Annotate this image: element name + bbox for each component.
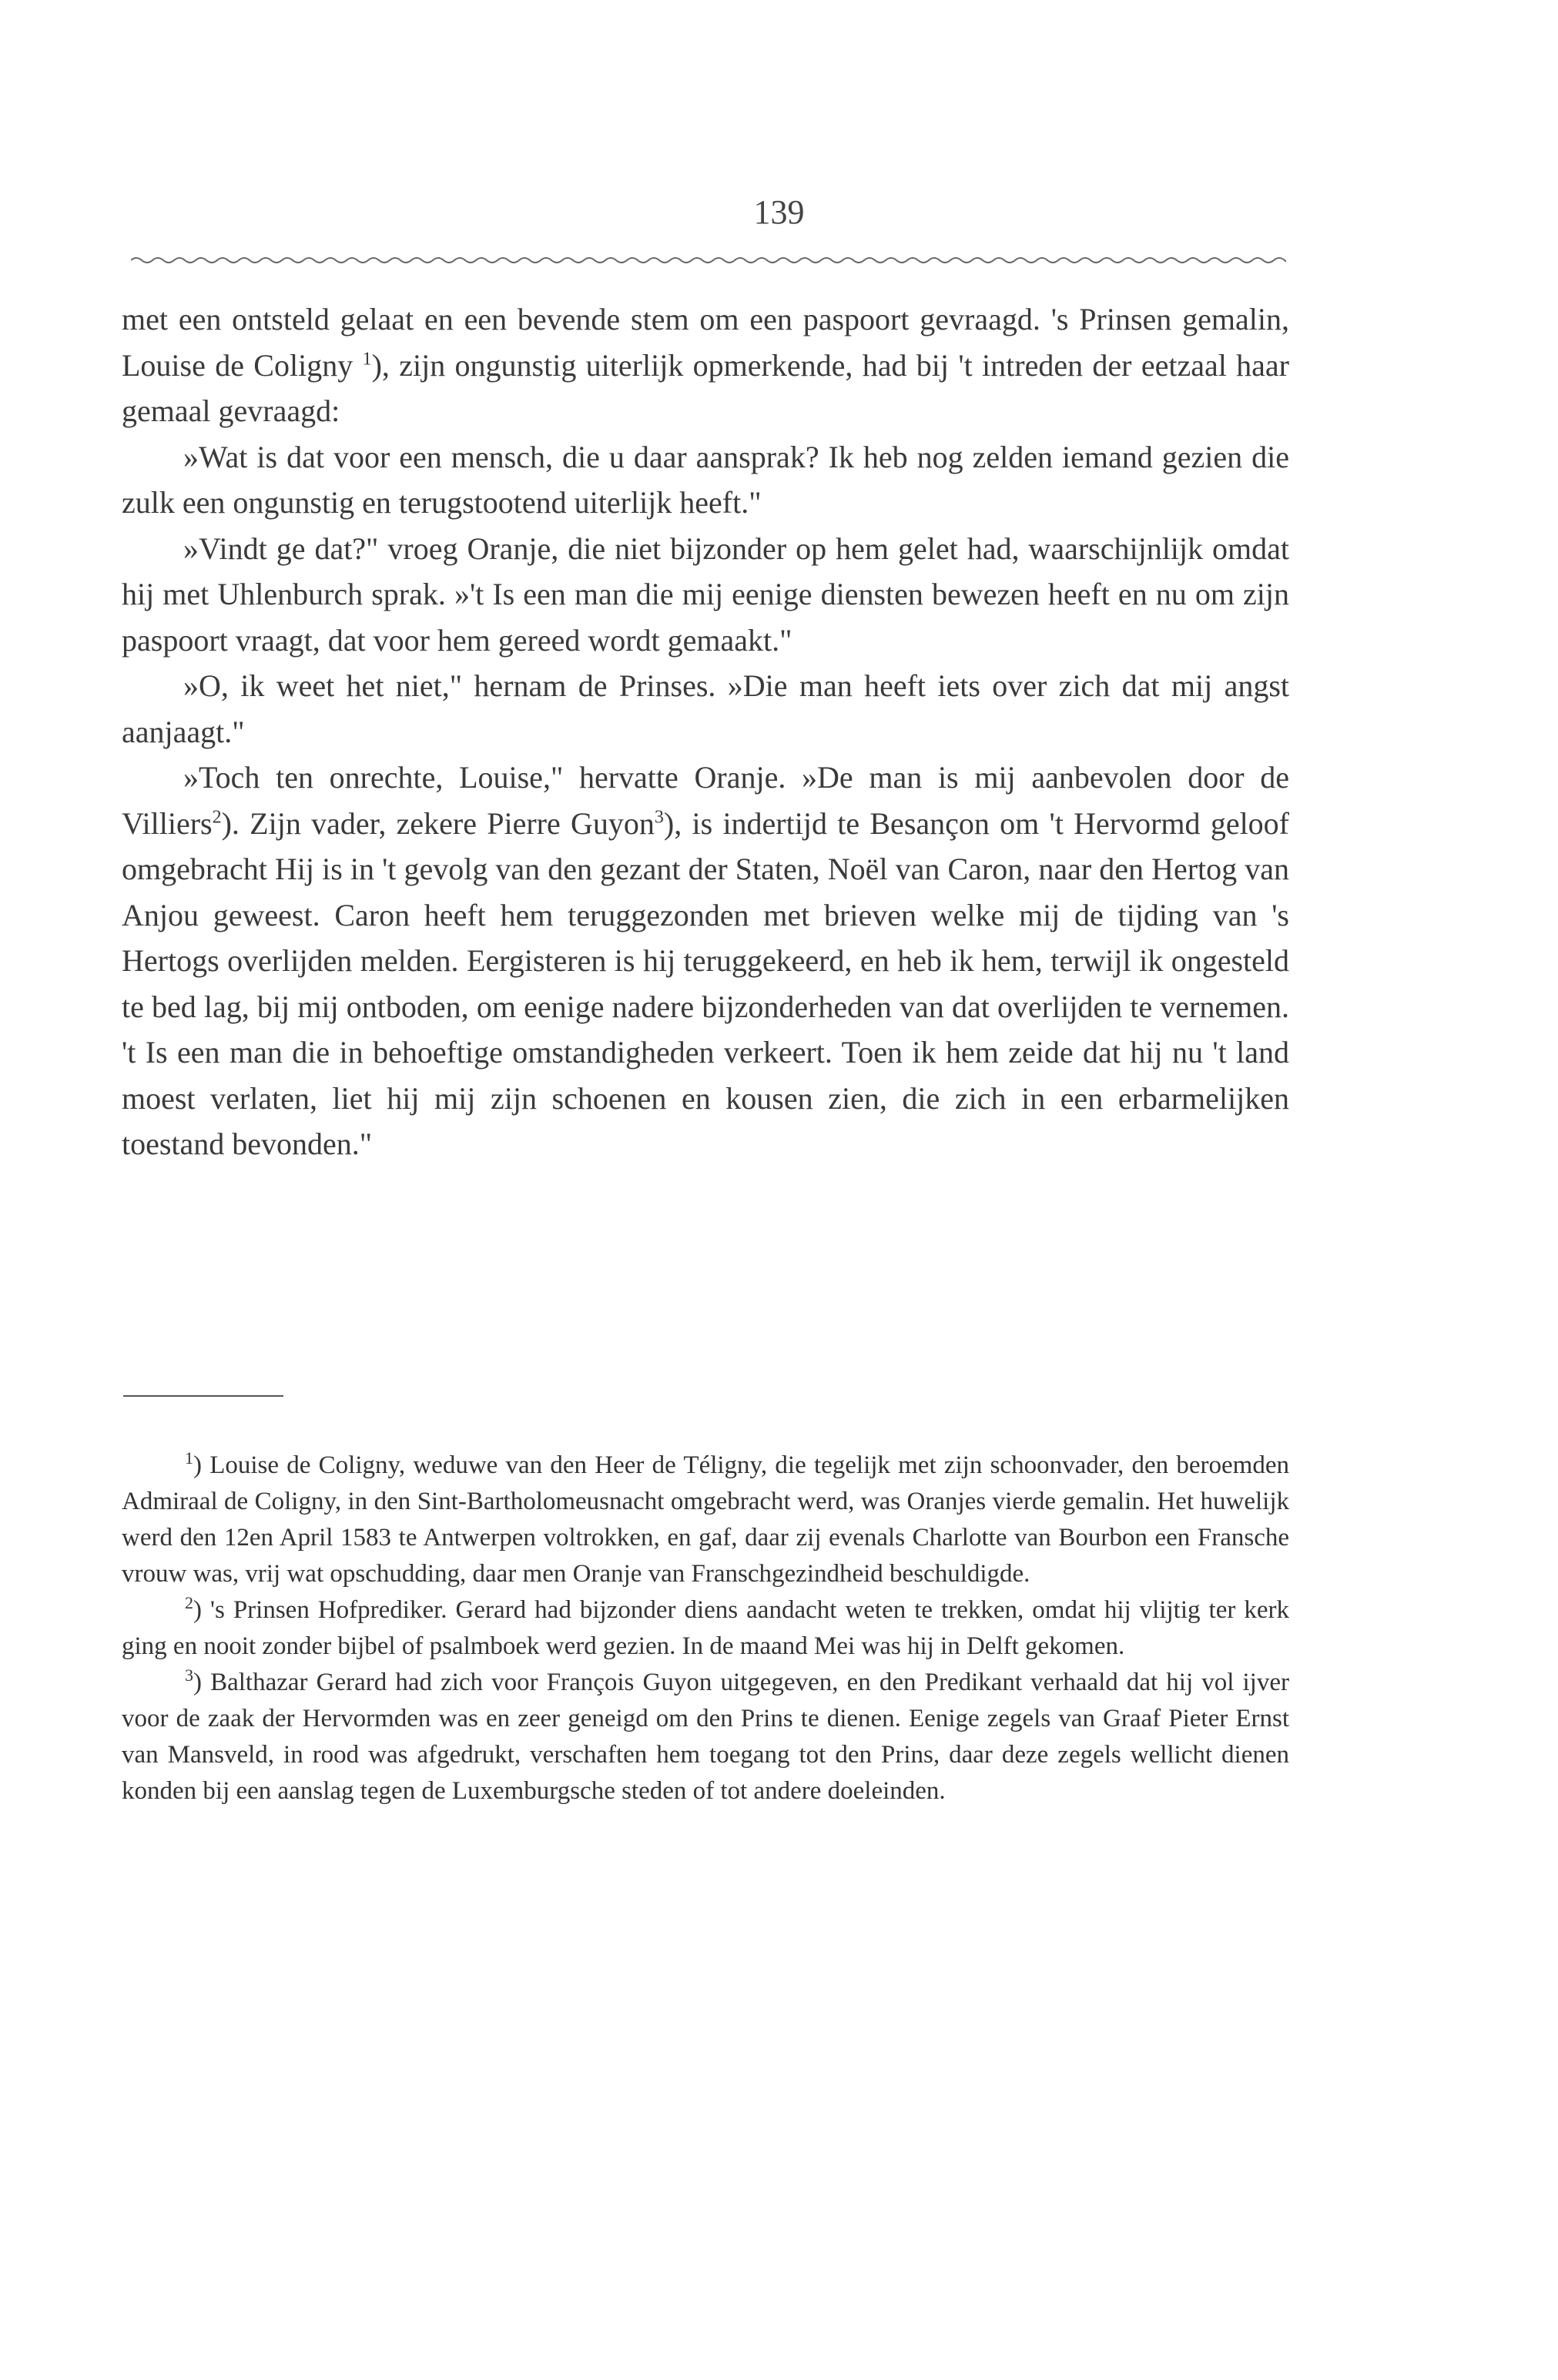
footnotes — [122, 1448, 1289, 1809]
footnote-text: ) Louise de Coligny, weduwe van den Heer de Téligny, die tegelijk met zijn schoonvader, den beroemden Admiraal de Coligny, in den Sint-Bartholomeusnacht omgebracht werd, was Oranjes vierde gemalin. Het huwelijk werd den 12en April 1583 te Antwerpen voltrokken, en gaf, daar zij evenals Charlotte van Bourbon een Fransche vrouw was, vrij wat opschudding, daar men Oranje van Franschgezindheid beschuldigde. — [122, 1451, 1289, 1588]
body-paragraph — [122, 755, 1289, 1167]
paragraph-text: ), zijn ongunstig uiterlijk opmerkende, had bij 't intreden der eetzaal haar gemaal gevraagd: — [122, 347, 1290, 428]
paragraph-text: ). Zijn vader, zekere Pierre Guyon — [221, 805, 655, 841]
footnote — [122, 1448, 1289, 1592]
body-paragraph — [122, 434, 1289, 526]
page-number: 139 — [753, 193, 805, 231]
footnote-marker: 1 — [185, 1448, 193, 1468]
body-paragraph — [122, 663, 1289, 755]
paragraph-text: »Toch ten onrechte, Louise," hervatte Oranje. »De man is mij aanbevolen door de Villiers — [122, 760, 1289, 841]
footnote-text: ) 's Prinsen Hofprediker. Gerard had bijzonder diens aandacht weten te trekken, omdat hij vlijtig ter kerk ging en nooit zonder bijbel of psalmboek werd gezien. In de maand Mei was hij in Delft gekomen. — [122, 1596, 1289, 1660]
paragraph-text: »Vindt ge dat?" vroeg Oranje, die niet bijzonder op hem gelet had, waarschijnlijk omdat hij met Uhlenburch sprak. »'t Is een man die mij eenige diensten bewezen heeft en nu om zijn paspoort vraagt, dat voor hem gereed wordt gemaakt." — [122, 531, 1289, 658]
footnote-reference: 1 — [362, 349, 372, 370]
footnote-reference: 3 — [654, 807, 664, 828]
paragraph-text: »Wat is dat voor een mensch, die u daar aansprak? Ik heb nog zelden iemand gezien die zulk een ongunstig en terugstootend uiterlijk heeft." — [122, 439, 1289, 520]
footnote-text: ) Balthazar Gerard had zich voor François Guyon uitgegeven, en den Predikant verhaald dat hij vol ijver voor de zaak der Hervormden was en zeer geneigd om den Prins te dienen. Eenige zegels van Graaf Pieter Ernst van Mansveld, in rood was afgedrukt, verschaften hem toegang tot den Prins, daar deze zegels wellicht dienen konden bij een aanslag tegen de Luxemburgsche steden of tot andere doeleinden. — [122, 1669, 1289, 1805]
footnote-separator — [123, 1395, 283, 1397]
paragraph-text: met een ontsteld gelaat en een bevende stem om een paspoort gevraagd. 's Prinsen gemalin, Louise de Coligny — [122, 302, 1289, 383]
footnote-reference: 2 — [212, 807, 222, 828]
body-paragraph — [122, 296, 1289, 434]
footnote — [122, 1665, 1289, 1809]
body-paragraph — [122, 526, 1289, 664]
body-text — [122, 296, 1289, 1167]
paragraph-text: ), is indertijd te Besançon om 't Hervormd geloof omgebracht Hij is in 't gevolg van den gezant der Staten, Noël van Caron, naar den Hertog van Anjou geweest. Caron heeft hem teruggezonden met brieven welke mij de tijding van 's Hertogs overlijden melden. Eergisteren is hij teruggekeerd, en heb ik hem, terwijl ik ongesteld te bed lag, bij mij ontboden, om eenige nadere bijzonderheden van dat overlijden te vernemen. 't Is een man die in behoeftige omstandigheden verkeert. Toen ik hem zeide dat hij nu 't land moest verlaten, liet hij mij zijn schoenen en kousen zien, die zich in een erbarmelijken toestand bevonden." — [122, 805, 1290, 1161]
ornamental-wavy-rule — [131, 254, 1286, 266]
paragraph-text: »O, ik weet het niet," hernam de Prinses. »Die man heeft iets over zich dat mij angst aanjaagt." — [122, 668, 1289, 749]
footnote — [122, 1592, 1289, 1665]
footnote-marker: 3 — [185, 1665, 193, 1685]
footnote-marker: 2 — [185, 1593, 193, 1612]
